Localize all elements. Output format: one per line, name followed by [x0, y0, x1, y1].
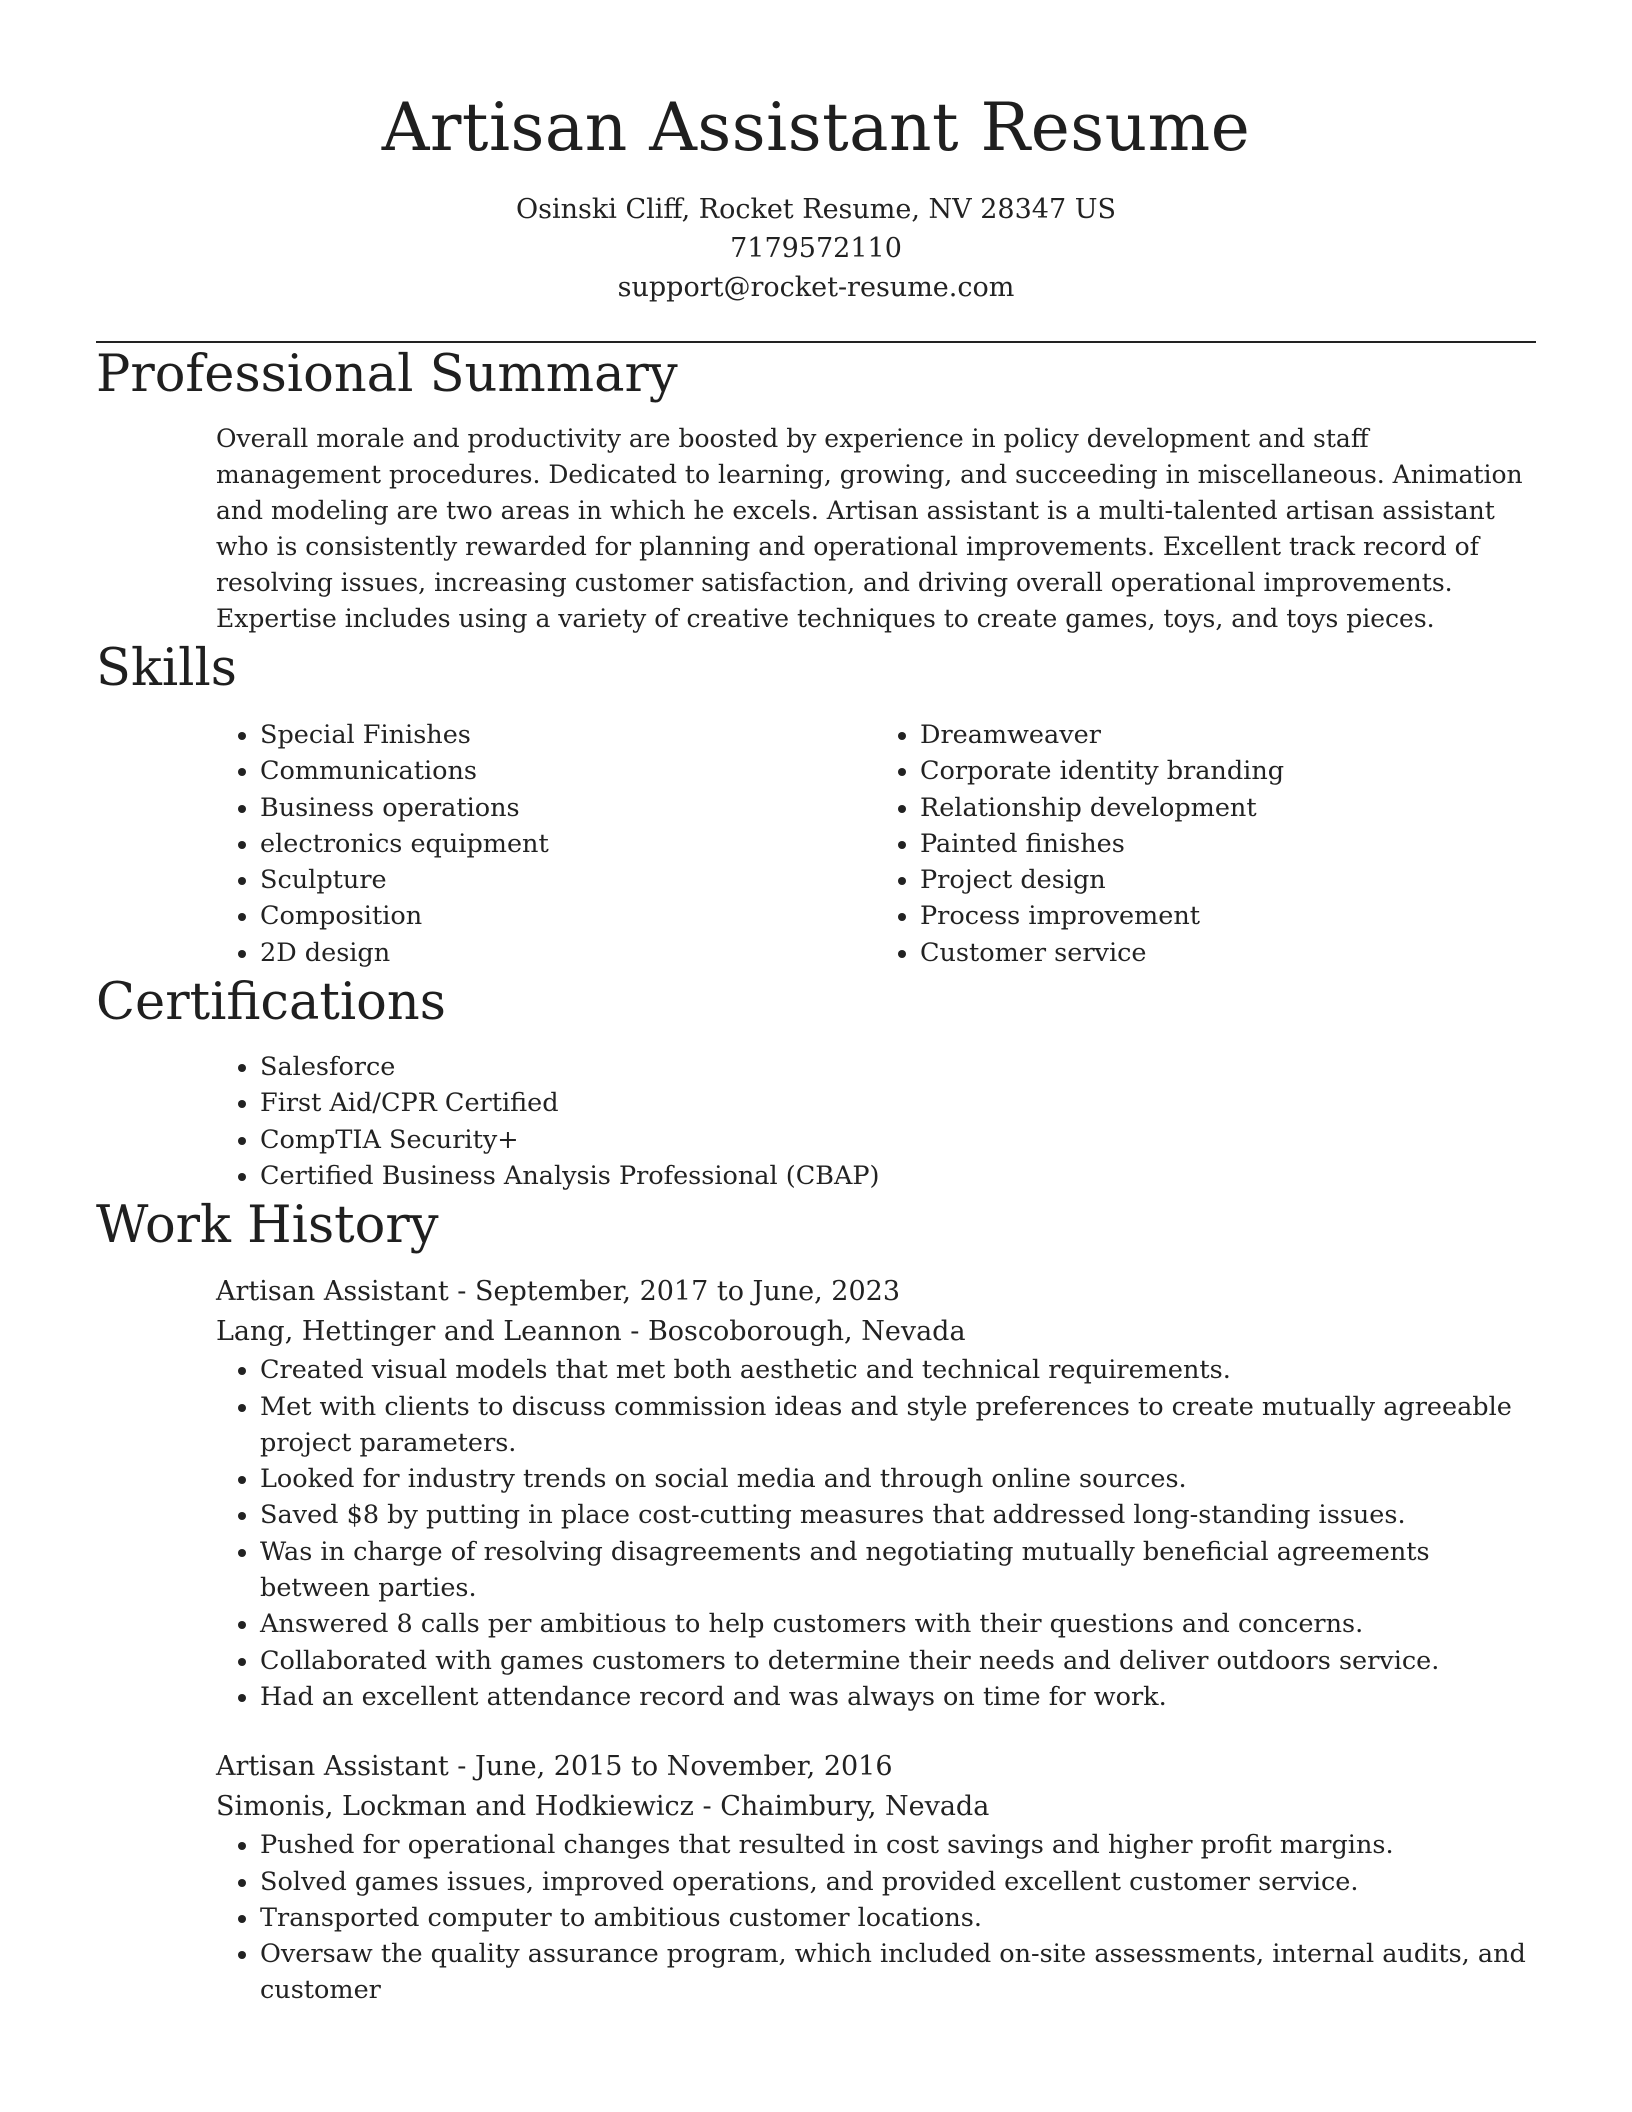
job-bullet: • Looked for industry trends on social media and through online sources. — [260, 1461, 1536, 1497]
summary-text: Overall morale and productivity are boosted by experience in policy development and staff management procedures. Dedicated to learning, growing, and succeeding in miscellaneous. Animation and modeling are two areas in which he excels. Artisan assistant is a multi-talented artisan assistant who is consistently rewarded for planning and operational improvements. Excellent track record of resolving issues, increasing customer satisfaction, and driving overall operational improvements. Expertise includes using a variety of creative techniques to create games, toys, and toys pieces. — [216, 424, 1523, 633]
skill-item: • Special Finishes — [260, 717, 876, 753]
skill-item: • Composition — [260, 898, 876, 934]
skills-list-right — [876, 717, 1536, 971]
contact-address: Osinski Cliff, Rocket Resume, NV 28347 US — [516, 194, 1116, 225]
skill-item: • Painted finishes — [920, 826, 1536, 862]
job-bullet: • Created visual models that met both aesthetic and technical requirements. — [260, 1352, 1536, 1388]
skills-columns — [216, 717, 1536, 971]
skill-item: • Dreamweaver — [920, 717, 1536, 753]
job-bullet: • Solved games issues, improved operations, and provided excellent customer service. — [260, 1864, 1536, 1900]
job-bullet: • Collaborated with games customers to determine their needs and deliver outdoors service. — [260, 1643, 1536, 1679]
skill-item: • Business operations — [260, 790, 876, 826]
skill-item: • Project design — [920, 862, 1536, 898]
skill-item: • Sculpture — [260, 862, 876, 898]
job-bullets — [216, 1352, 1536, 1715]
job-title-line: Artisan Assistant - June, 2015 to November, 2016 — [216, 1751, 893, 1783]
certification-item: • CompTIA Security+ — [260, 1122, 1536, 1158]
job-title-line: Artisan Assistant - September, 2017 to June, 2023 — [216, 1276, 901, 1308]
certifications-list — [216, 1049, 1536, 1194]
job-entry — [216, 1747, 1536, 2008]
contact-phone: 7179572110 — [730, 233, 902, 264]
job-company-line: Simonis, Lockman and Hodkiewicz - Chaimbury, Nevada — [216, 1791, 990, 1823]
skill-item: • Customer service — [920, 935, 1536, 971]
certification-item: • Certified Business Analysis Professional (CBAP) — [260, 1158, 1536, 1194]
certification-item: • Salesforce — [260, 1049, 1536, 1085]
job-bullet: • Was in charge of resolving disagreements and negotiating mutually beneficial agreements between parties. — [260, 1534, 1536, 1607]
work-history-heading: Work History — [96, 1196, 439, 1256]
job-bullet: • Transported computer to ambitious customer locations. — [260, 1900, 1536, 1936]
job-bullet: • Met with clients to discuss commission ideas and style preferences to create mutually agreeable project parameters. — [260, 1389, 1536, 1462]
job-dates: June, 2015 to November, 2016 — [475, 1751, 893, 1783]
skill-item: • 2D design — [260, 935, 876, 971]
certifications-block — [216, 1049, 1536, 1194]
job-bullet: • Answered 8 calls per ambitious to help customers with their questions and concerns. — [260, 1606, 1536, 1642]
job-title: Artisan Assistant — [216, 1276, 449, 1308]
job-bullet: • Saved $8 by putting in place cost-cutting measures that addressed long-standing issues. — [260, 1497, 1536, 1533]
skills-list-left — [216, 717, 876, 971]
contact-email: support@rocket-resume.com — [617, 272, 1015, 303]
job-bullet: • Had an excellent attendance record and was always on time for work. — [260, 1679, 1536, 1715]
job-location: Boscoborough, Nevada — [647, 1316, 966, 1348]
resume-title: Artisan Assistant Resume — [381, 89, 1251, 166]
job-company-line: Lang, Hettinger and Leannon - Boscoborough, Nevada — [216, 1316, 966, 1348]
certifications-heading: Certifications — [96, 973, 446, 1033]
job-dates: September, 2017 to June, 2023 — [475, 1276, 901, 1308]
job-bullet: • Pushed for operational changes that resulted in cost savings and higher profit margins. — [260, 1827, 1536, 1863]
job-bullet: • Oversaw the quality assurance program, which included on-site assessments, internal audits, and customer — [260, 1936, 1536, 2009]
certification-item: • First Aid/CPR Certified — [260, 1085, 1536, 1121]
job-company: Lang, Hettinger and Leannon — [216, 1316, 622, 1348]
skills-heading: Skills — [96, 639, 237, 698]
job-bullets — [216, 1827, 1536, 2008]
skill-item: • Corporate identity branding — [920, 753, 1536, 789]
job-entry — [216, 1272, 1536, 1715]
skill-item: • Relationship development — [920, 790, 1536, 826]
skill-item: • electronics equipment — [260, 826, 876, 862]
summary-heading: Professional Summary — [96, 345, 678, 404]
resume-page — [96, 0, 1536, 2009]
skill-item: • Process improvement — [920, 898, 1536, 934]
skill-item: • Communications — [260, 753, 876, 789]
contact-block — [96, 190, 1536, 307]
job-title: Artisan Assistant — [216, 1751, 449, 1783]
job-company: Simonis, Lockman and Hodkiewicz — [216, 1791, 694, 1823]
job-location: Chaimbury, Nevada — [720, 1791, 990, 1823]
